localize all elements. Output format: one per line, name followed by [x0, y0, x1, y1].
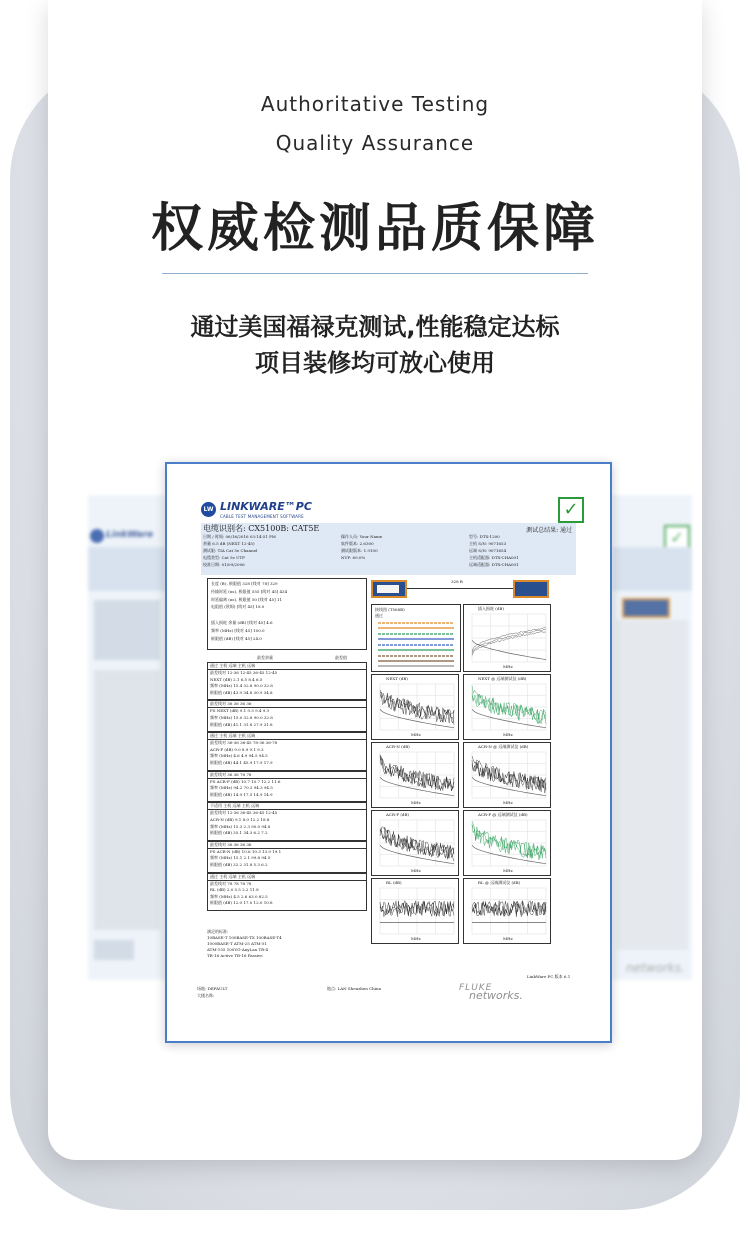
- graph-axis-label: MHz: [411, 868, 421, 873]
- worst-margin-label: 最差余量: [257, 655, 273, 660]
- section-row: 最差线对 36-36 36-45 78-36 36-78: [210, 740, 278, 746]
- graph-title: ACR-N @ 远端测试仪 (dB): [478, 744, 529, 749]
- section-row: 极限值 (dB) 14.9 17.5 14.9 14.9: [210, 791, 273, 797]
- summary-row: 极限值 (dB) [线对 45] 24.0: [211, 635, 262, 641]
- graph-title: ACR-N (dB): [386, 744, 410, 749]
- graph-title: 插入损耗 (dB): [478, 606, 504, 611]
- graph-axis-label: MHz: [503, 800, 513, 805]
- graph-title: RL (dB): [386, 880, 402, 885]
- side-table-block: [94, 670, 160, 930]
- graph-plot: [464, 675, 550, 739]
- side-graph-block: [616, 620, 688, 950]
- wiremap-result: 通过: [375, 613, 383, 618]
- summary-row: 电阻值 (欧姆) [线对 45] 18.0: [211, 604, 265, 610]
- graph-panel: [463, 878, 551, 944]
- graph-title: ACR-F @ 远端测试仪 (dB): [478, 812, 528, 817]
- main-tester-icon: [371, 580, 407, 598]
- section-row: 频率 (MHz) 15.1 2.1 99.8 94.5: [210, 855, 271, 861]
- length-label: 328 ft: [451, 579, 463, 584]
- side-pass-check-icon: ✓: [664, 525, 690, 551]
- length-diagram: [371, 578, 549, 600]
- compliance-row: 满足的标准:: [207, 929, 229, 934]
- side-fluke-text: networks.: [626, 961, 685, 975]
- title-divider: [162, 273, 588, 274]
- english-heading-line-1: Authoritative Testing: [260, 92, 490, 116]
- graph-axis-label: MHz: [503, 664, 513, 669]
- graph-plot: [372, 879, 458, 943]
- graph-title: RL @ 远端测试仪 (dB): [478, 880, 521, 885]
- cable-id: 电缆识别名: CX5100B: CAT5E: [203, 524, 320, 533]
- header-field: 测试限版本: 1.9100: [341, 548, 378, 553]
- side-tester-icon: [622, 598, 670, 618]
- graph-axis-label: MHz: [503, 732, 513, 737]
- section-header: 最差线对 36 36 36 36: [210, 701, 252, 707]
- result-section: [207, 662, 367, 700]
- compliance-row: 10BASE-T 100BASE-TX 100BASE-T4: [207, 935, 282, 940]
- remote-tester-icon: [513, 580, 549, 598]
- section-header: 最差线对 36 36 78 78: [210, 771, 252, 777]
- header-field: 操作人员: Your Name: [341, 534, 383, 539]
- english-heading-line-2: Quality Assurance: [275, 131, 475, 155]
- section-header: 不适用 主机 远端 主机 远端: [210, 803, 260, 809]
- graph-panel: [371, 742, 459, 808]
- graph-axis-label: MHz: [411, 732, 421, 737]
- section-row: 频率 (MHz) 15.4 32.8 90.0 32.8: [210, 683, 273, 689]
- header-field: 余量 6.5 dB (NEXT 12-45): [203, 541, 255, 546]
- fluke-logo-text: FLUKE: [459, 983, 493, 993]
- networks-logo-text: networks.: [469, 989, 523, 1002]
- graph-panel: [463, 604, 551, 672]
- section-row: 最差线对 12-36 36-45 36-45 12-45: [210, 810, 278, 816]
- graph-plot: [372, 675, 458, 739]
- header-field: 日期 / 时间: 06/16/2016 03:14:51 PM: [203, 534, 276, 539]
- linkware-logo-subtitle: CABLE TEST MANAGEMENT SOFTWARE: [220, 514, 304, 519]
- summary-row: 时延偏离 (ns), 极限值 50 [线对 45] 11: [211, 596, 283, 602]
- footer-building: 大楼名称:: [197, 993, 215, 998]
- graph-plot: [464, 743, 550, 807]
- section-header: 通过 主机 远端 主机 远端: [210, 873, 256, 879]
- page-title: 权威检测品质保障: [150, 199, 599, 259]
- graph-plot: [464, 605, 550, 671]
- result-section: [207, 771, 367, 803]
- graph-axis-label: MHz: [503, 868, 513, 873]
- section-row: PS NEXT (dB) 9.1 9.3 9.4 9.3: [210, 708, 270, 714]
- header-field: 电缆类型: Cat 5e UTP: [203, 555, 245, 560]
- result-section: [207, 700, 367, 732]
- header-field: 主机 S/N: 9071653: [469, 541, 507, 546]
- wiremap-lines: [372, 605, 460, 671]
- linkware-logo-icon: LW: [201, 502, 216, 517]
- header-field: 软件版本: 2.6300: [341, 541, 374, 546]
- side-header-band-right: [612, 547, 692, 591]
- header-field: 测试限: TIA Cat 5e Channel: [203, 548, 258, 553]
- section-row: 频率 (MHz) 15.3 2.3 90.0 94.8: [210, 823, 271, 829]
- graph-panel: [463, 810, 551, 876]
- compliance-row: ATM-155 100VG-AnyLan TR-4: [207, 947, 269, 952]
- section-row: PS ACR-F (dB) 10.7 10.7 12.2 11.6: [210, 778, 281, 784]
- side-header-band: [88, 547, 166, 591]
- section-row: 极限值 (dB) 12.0 17.0 12.0 10.8: [210, 900, 273, 906]
- report-header-band: [201, 523, 576, 575]
- graph-title: NEXT (dB): [386, 676, 408, 681]
- section-row: 频率 (MHz) 4.5 2.6 63.0 82.5: [210, 893, 268, 899]
- section-row: 频率 (MHz) 15.0 32.8 90.0 32.8: [210, 714, 273, 720]
- wiremap-label: 接线图 (T568B): [375, 607, 405, 612]
- graph-panel: [463, 742, 551, 808]
- wiremap-panel: [371, 604, 461, 672]
- graph-title: ACR-F (dB): [386, 812, 409, 817]
- fluke-networks-logo: [459, 983, 523, 1002]
- side-logo-text: LinkWare: [106, 530, 154, 540]
- section-row: 频率 (MHz) 4.6 4.9 94.5 94.5: [210, 753, 268, 759]
- graph-title: NEXT @ 远端测试仪 (dB): [478, 676, 527, 681]
- pass-check-icon: ✓: [558, 497, 584, 523]
- side-report-right: [612, 495, 692, 980]
- result-section: [207, 732, 367, 770]
- description-line-2: 项目装修均可放心使用: [255, 349, 495, 377]
- compliance-row: TR-16 Active TR-16 Passive: [207, 953, 263, 958]
- section-row: 极限值 (dB) 41.1 31.8 27.9 31.8: [210, 721, 273, 727]
- summary-table: [207, 578, 367, 650]
- header-field: 校准日期: 01/09/2006: [203, 562, 245, 567]
- report-body: [207, 578, 567, 974]
- summary-row: 插入损耗 余量 (dB) [线对 45] 4.6: [211, 620, 273, 625]
- footer-site: 场地: DEFAULT: [197, 986, 228, 991]
- section-row: 极限值 (dB) 35.1 34.3 6.2 7.2: [210, 830, 268, 836]
- header-field: 远端适配器: DTX-CHA001: [469, 562, 519, 567]
- section-row: ACR-N (dB) 9.1 8.0 12.2 18.8: [210, 816, 270, 822]
- linkware-logo-text: LINKWARE™PC: [220, 500, 312, 513]
- graph-axis-label: MHz: [503, 936, 513, 941]
- summary-row: 传输时延 (ns), 极限值 555 [线对 45] 434: [211, 588, 288, 594]
- header-field: 远端 S/N: 9071654: [469, 548, 507, 553]
- graph-axis-label: MHz: [411, 936, 421, 941]
- section-row: RL (dB) 2.0 5.5 2.2 11.8: [210, 887, 259, 893]
- result-section: [207, 841, 367, 873]
- graph-panel: [463, 674, 551, 740]
- header-field: NVP: 69.0%: [341, 555, 366, 560]
- graph-plot: [464, 811, 550, 875]
- cable-line: [407, 588, 513, 589]
- graph-panel: [371, 810, 459, 876]
- section-row: NEXT (dB) 2.1 6.5 8.4 6.5: [210, 676, 263, 682]
- summary-row: 长度 (ft), 极限值 328 [线对 78] 329: [211, 581, 278, 586]
- side-report-left: [88, 495, 166, 980]
- footer-location: 地点: LAN Shenzhen China: [327, 986, 381, 991]
- section-header: 通过 主机 远端 主机 远端: [210, 733, 256, 739]
- header-field: 主机适配器: DTX-CHA001: [469, 555, 519, 560]
- compliance-row: 1000BASE-T ATM-25 ATM-51: [207, 941, 267, 946]
- result-section: [207, 873, 367, 911]
- section-row: 最差线对 78 78 78 78: [210, 880, 252, 886]
- section-row: ACR-F (dB) 9.0 8.9 9.1 9.3: [210, 746, 264, 752]
- worst-value-label: 最差值: [335, 655, 347, 660]
- footer-page: LinkWare PC 版本 6.1: [527, 974, 571, 979]
- section-header: 最差线对 36 36 36 36: [210, 841, 252, 847]
- section-row: 极限值 (dB) 32.2 31.8 5.3 6.2: [210, 861, 268, 867]
- description-line-1: 通过美国福禄克测试,性能稳定达标: [190, 313, 560, 341]
- overall-result: 测试总结果: 通过: [526, 527, 572, 534]
- graph-panel: [371, 878, 459, 944]
- graph-plot: [372, 811, 458, 875]
- section-row: 极限值 (dB) 43.9 34.8 30.9 34.8: [210, 689, 273, 695]
- section-row: 极限值 (dB) 44.1 45.9 17.9 17.9: [210, 759, 273, 765]
- section-row: 频率 (MHz) 94.2 70.3 94.3 94.5: [210, 785, 273, 791]
- side-logo-icon: [90, 529, 104, 543]
- section-row: 最差线对 12-36 12-45 36-45 12-45: [210, 670, 278, 675]
- graph-axis-label: MHz: [411, 800, 421, 805]
- graph-panel: [371, 674, 459, 740]
- test-report-document: [165, 462, 612, 1043]
- summary-row: 频率 (MHz) [线对 45] 100.0: [211, 627, 265, 633]
- side-summary-block: [94, 600, 160, 660]
- result-section: [207, 802, 367, 840]
- graph-plot: [372, 743, 458, 807]
- header-field: 型号: DTX-1200: [469, 534, 500, 539]
- graph-plot: [464, 879, 550, 943]
- section-row: PS ACR-N (dB) 10.6 10.3 13.9 19.1: [210, 848, 282, 854]
- side-footer-block: [94, 940, 134, 960]
- section-header: 通过 主机 远端 主机 远端: [210, 663, 256, 668]
